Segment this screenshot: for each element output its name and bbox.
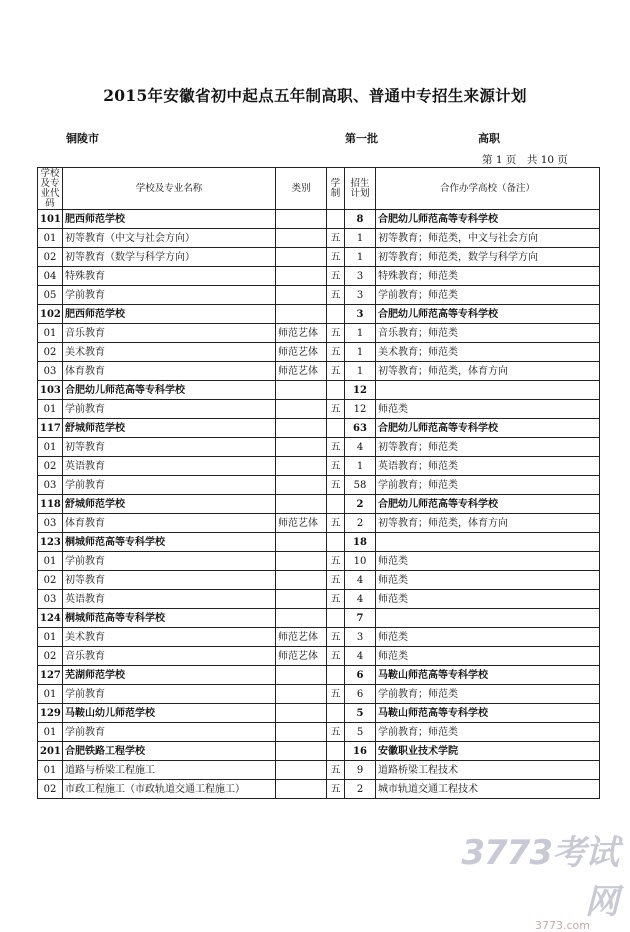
cell-name: 美术教育 bbox=[63, 343, 276, 362]
cell-name: 学前教育 bbox=[63, 685, 276, 704]
cell-name: 芜湖师范学校 bbox=[63, 666, 276, 685]
cell-code: 102 bbox=[38, 305, 63, 324]
cell-name: 合肥铁路工程学校 bbox=[63, 742, 276, 761]
cell-category bbox=[276, 381, 327, 400]
cell-plan: 12 bbox=[345, 400, 376, 419]
cell-name: 马鞍山幼儿师范学校 bbox=[63, 704, 276, 723]
cell-duration bbox=[327, 495, 345, 514]
cell-remark: 特殊教育；师范类 bbox=[376, 267, 600, 286]
cell-code: 101 bbox=[38, 210, 63, 229]
cell-code: 124 bbox=[38, 609, 63, 628]
cell-category bbox=[276, 438, 327, 457]
cell-duration: 五 bbox=[327, 362, 345, 381]
cell-duration bbox=[327, 381, 345, 400]
cell-category bbox=[276, 723, 327, 742]
cell-plan: 7 bbox=[345, 609, 376, 628]
cell-category bbox=[276, 495, 327, 514]
cell-remark: 师范类 bbox=[376, 552, 600, 571]
cell-category bbox=[276, 267, 327, 286]
cell-duration: 五 bbox=[327, 590, 345, 609]
cell-name: 音乐教育 bbox=[63, 647, 276, 666]
header-name: 学校及专业名称 bbox=[63, 168, 276, 210]
major-row bbox=[38, 267, 600, 286]
major-row bbox=[38, 647, 600, 666]
cell-plan: 58 bbox=[345, 476, 376, 495]
major-row bbox=[38, 457, 600, 476]
watermark-url: 3773.com bbox=[535, 919, 590, 932]
cell-duration: 五 bbox=[327, 438, 345, 457]
cell-category bbox=[276, 229, 327, 248]
major-row bbox=[38, 685, 600, 704]
cell-name: 学前教育 bbox=[63, 476, 276, 495]
cell-remark: 合肥幼儿师范高等专科学校 bbox=[376, 305, 600, 324]
cell-duration: 五 bbox=[327, 685, 345, 704]
cell-plan: 9 bbox=[345, 761, 376, 780]
cell-remark: 初等教育；师范类 bbox=[376, 438, 600, 457]
cell-code: 01 bbox=[38, 229, 63, 248]
cell-code: 118 bbox=[38, 495, 63, 514]
school-row bbox=[38, 381, 600, 400]
major-row bbox=[38, 324, 600, 343]
major-row bbox=[38, 438, 600, 457]
cell-category: 师范艺体 bbox=[276, 324, 327, 343]
cell-plan: 1 bbox=[345, 362, 376, 381]
cell-plan: 5 bbox=[345, 704, 376, 723]
cell-code: 103 bbox=[38, 381, 63, 400]
cell-remark: 英语教育；师范类 bbox=[376, 457, 600, 476]
cell-remark: 马鞍山师范高等专科学校 bbox=[376, 704, 600, 723]
cell-duration: 五 bbox=[327, 400, 345, 419]
major-row bbox=[38, 628, 600, 647]
school-row bbox=[38, 704, 600, 723]
cell-name: 肥西师范学校 bbox=[63, 210, 276, 229]
cell-code: 02 bbox=[38, 248, 63, 267]
cell-code: 02 bbox=[38, 343, 63, 362]
major-row bbox=[38, 229, 600, 248]
cell-duration: 五 bbox=[327, 571, 345, 590]
header-code: 学校及专业代码 bbox=[38, 168, 63, 210]
cell-code: 01 bbox=[38, 628, 63, 647]
cell-plan: 3 bbox=[345, 286, 376, 305]
cell-remark: 学前教育；师范类 bbox=[376, 286, 600, 305]
cell-code: 03 bbox=[38, 362, 63, 381]
cell-name: 舒城师范学校 bbox=[63, 495, 276, 514]
cell-remark: 师范类 bbox=[376, 628, 600, 647]
cell-code: 201 bbox=[38, 742, 63, 761]
cell-name: 音乐教育 bbox=[63, 324, 276, 343]
cell-category: 师范艺体 bbox=[276, 647, 327, 666]
cell-duration: 五 bbox=[327, 476, 345, 495]
cell-duration: 五 bbox=[327, 343, 345, 362]
cell-plan: 4 bbox=[345, 647, 376, 666]
cell-category bbox=[276, 457, 327, 476]
cell-remark: 初等教育；师范类，中文与社会方向 bbox=[376, 229, 600, 248]
cell-code: 03 bbox=[38, 514, 63, 533]
major-row bbox=[38, 343, 600, 362]
major-row bbox=[38, 362, 600, 381]
cell-category: 师范艺体 bbox=[276, 343, 327, 362]
major-row bbox=[38, 761, 600, 780]
school-row bbox=[38, 210, 600, 229]
cell-name: 初等教育（数学与科学方向） bbox=[63, 248, 276, 267]
cell-remark: 城市轨道交通工程技术 bbox=[376, 780, 600, 799]
cell-duration bbox=[327, 533, 345, 552]
cell-duration bbox=[327, 305, 345, 324]
cell-category bbox=[276, 761, 327, 780]
watermark bbox=[438, 825, 618, 932]
cell-remark bbox=[376, 533, 600, 552]
cell-category bbox=[276, 552, 327, 571]
cell-name: 初等教育（中文与社会方向） bbox=[63, 229, 276, 248]
cell-name: 初等教育 bbox=[63, 571, 276, 590]
cell-remark: 初等教育；师范类，体育方向 bbox=[376, 514, 600, 533]
page-indicator: 第 1 页 共 10 页 bbox=[482, 154, 568, 166]
school-row bbox=[38, 609, 600, 628]
header-plan: 招生计划 bbox=[345, 168, 376, 210]
major-row bbox=[38, 476, 600, 495]
cell-code: 02 bbox=[38, 571, 63, 590]
cell-plan: 4 bbox=[345, 438, 376, 457]
cell-category: 师范艺体 bbox=[276, 628, 327, 647]
cell-remark: 合肥幼儿师范高等专科学校 bbox=[376, 210, 600, 229]
cell-category bbox=[276, 533, 327, 552]
cell-remark: 学前教育；师范类 bbox=[376, 723, 600, 742]
cell-duration: 五 bbox=[327, 229, 345, 248]
cell-code: 02 bbox=[38, 647, 63, 666]
cell-name: 道路与桥梁工程施工 bbox=[63, 761, 276, 780]
school-row bbox=[38, 533, 600, 552]
cell-remark: 合肥幼儿师范高等专科学校 bbox=[376, 419, 600, 438]
cell-code: 01 bbox=[38, 761, 63, 780]
enrollment-table bbox=[37, 167, 600, 799]
cell-name: 学前教育 bbox=[63, 400, 276, 419]
cell-name: 英语教育 bbox=[63, 457, 276, 476]
level-label: 高职 bbox=[478, 132, 500, 145]
cell-remark: 安徽职业技术学院 bbox=[376, 742, 600, 761]
cell-category bbox=[276, 609, 327, 628]
cell-code: 03 bbox=[38, 590, 63, 609]
cell-category: 师范艺体 bbox=[276, 514, 327, 533]
document-title: 2015年安徽省初中起点五年制高职、普通中专招生来源计划 bbox=[103, 86, 527, 105]
table-header-row bbox=[38, 168, 600, 210]
cell-name: 英语教育 bbox=[63, 590, 276, 609]
cell-plan: 2 bbox=[345, 780, 376, 799]
major-row bbox=[38, 514, 600, 533]
cell-duration bbox=[327, 609, 345, 628]
cell-name: 初等教育 bbox=[63, 438, 276, 457]
cell-name: 市政工程施工（市政轨道交通工程施工） bbox=[63, 780, 276, 799]
cell-name: 学前教育 bbox=[63, 723, 276, 742]
cell-duration: 五 bbox=[327, 552, 345, 571]
cell-category bbox=[276, 666, 327, 685]
cell-category bbox=[276, 571, 327, 590]
cell-remark: 美术教育；师范类 bbox=[376, 343, 600, 362]
cell-name: 桐城师范高等专科学校 bbox=[63, 533, 276, 552]
cell-duration bbox=[327, 210, 345, 229]
cell-code: 04 bbox=[38, 267, 63, 286]
cell-remark: 音乐教育；师范类 bbox=[376, 324, 600, 343]
major-row bbox=[38, 780, 600, 799]
cell-plan: 4 bbox=[345, 590, 376, 609]
cell-duration: 五 bbox=[327, 647, 345, 666]
header-duration: 学制 bbox=[327, 168, 345, 210]
major-row bbox=[38, 400, 600, 419]
header-partner: 合作办学高校（备注） bbox=[376, 168, 600, 210]
cell-duration: 五 bbox=[327, 267, 345, 286]
cell-plan: 2 bbox=[345, 514, 376, 533]
cell-plan: 3 bbox=[345, 628, 376, 647]
cell-code: 01 bbox=[38, 400, 63, 419]
school-row bbox=[38, 742, 600, 761]
school-row bbox=[38, 666, 600, 685]
cell-plan: 3 bbox=[345, 305, 376, 324]
cell-duration: 五 bbox=[327, 457, 345, 476]
city-label: 铜陵市 bbox=[66, 132, 99, 145]
major-row bbox=[38, 248, 600, 267]
watermark-logo: 3773考试网 bbox=[461, 833, 618, 922]
cell-category bbox=[276, 590, 327, 609]
cell-plan: 1 bbox=[345, 248, 376, 267]
cell-duration: 五 bbox=[327, 286, 345, 305]
cell-category bbox=[276, 704, 327, 723]
school-row bbox=[38, 419, 600, 438]
cell-category bbox=[276, 476, 327, 495]
cell-plan: 3 bbox=[345, 267, 376, 286]
cell-remark: 师范类 bbox=[376, 571, 600, 590]
cell-code: 117 bbox=[38, 419, 63, 438]
cell-remark: 初等教育；师范类，数学与科学方向 bbox=[376, 248, 600, 267]
cell-remark bbox=[376, 381, 600, 400]
table-body bbox=[38, 210, 600, 799]
cell-category bbox=[276, 305, 327, 324]
cell-name: 美术教育 bbox=[63, 628, 276, 647]
cell-plan: 18 bbox=[345, 533, 376, 552]
cell-name: 特殊教育 bbox=[63, 267, 276, 286]
school-row bbox=[38, 495, 600, 514]
cell-plan: 12 bbox=[345, 381, 376, 400]
cell-remark: 学前教育；师范类 bbox=[376, 476, 600, 495]
cell-plan: 16 bbox=[345, 742, 376, 761]
cell-name: 体育教育 bbox=[63, 514, 276, 533]
cell-name: 体育教育 bbox=[63, 362, 276, 381]
major-row bbox=[38, 286, 600, 305]
cell-duration: 五 bbox=[327, 780, 345, 799]
cell-plan: 4 bbox=[345, 571, 376, 590]
cell-category bbox=[276, 685, 327, 704]
cell-code: 05 bbox=[38, 286, 63, 305]
cell-category bbox=[276, 248, 327, 267]
cell-code: 129 bbox=[38, 704, 63, 723]
cell-plan: 1 bbox=[345, 324, 376, 343]
cell-remark: 马鞍山师范高等专科学校 bbox=[376, 666, 600, 685]
cell-remark: 学前教育；师范类 bbox=[376, 685, 600, 704]
cell-plan: 10 bbox=[345, 552, 376, 571]
cell-duration bbox=[327, 704, 345, 723]
cell-duration: 五 bbox=[327, 628, 345, 647]
cell-plan: 8 bbox=[345, 210, 376, 229]
cell-name: 舒城师范学校 bbox=[63, 419, 276, 438]
cell-category bbox=[276, 286, 327, 305]
cell-code: 02 bbox=[38, 780, 63, 799]
cell-category bbox=[276, 419, 327, 438]
major-row bbox=[38, 590, 600, 609]
cell-plan: 1 bbox=[345, 229, 376, 248]
cell-name: 桐城师范高等专科学校 bbox=[63, 609, 276, 628]
cell-remark: 初等教育；师范类，体育方向 bbox=[376, 362, 600, 381]
cell-duration: 五 bbox=[327, 761, 345, 780]
major-row bbox=[38, 723, 600, 742]
cell-category bbox=[276, 210, 327, 229]
cell-category bbox=[276, 780, 327, 799]
major-row bbox=[38, 571, 600, 590]
cell-duration bbox=[327, 419, 345, 438]
cell-code: 123 bbox=[38, 533, 63, 552]
cell-duration: 五 bbox=[327, 248, 345, 267]
cell-code: 127 bbox=[38, 666, 63, 685]
cell-duration bbox=[327, 742, 345, 761]
cell-name: 肥西师范学校 bbox=[63, 305, 276, 324]
cell-code: 01 bbox=[38, 685, 63, 704]
school-row bbox=[38, 305, 600, 324]
cell-code: 02 bbox=[38, 457, 63, 476]
cell-name: 学前教育 bbox=[63, 552, 276, 571]
cell-remark: 道路桥梁工程技术 bbox=[376, 761, 600, 780]
cell-code: 01 bbox=[38, 438, 63, 457]
cell-plan: 2 bbox=[345, 495, 376, 514]
cell-duration: 五 bbox=[327, 324, 345, 343]
cell-code: 01 bbox=[38, 324, 63, 343]
cell-code: 01 bbox=[38, 552, 63, 571]
cell-plan: 6 bbox=[345, 666, 376, 685]
cell-plan: 63 bbox=[345, 419, 376, 438]
cell-plan: 5 bbox=[345, 723, 376, 742]
cell-category bbox=[276, 400, 327, 419]
major-row bbox=[38, 552, 600, 571]
cell-duration: 五 bbox=[327, 723, 345, 742]
cell-code: 01 bbox=[38, 723, 63, 742]
cell-name: 合肥幼儿师范高等专科学校 bbox=[63, 381, 276, 400]
cell-duration bbox=[327, 666, 345, 685]
cell-category bbox=[276, 742, 327, 761]
cell-plan: 1 bbox=[345, 457, 376, 476]
cell-remark: 师范类 bbox=[376, 590, 600, 609]
cell-remark: 师范类 bbox=[376, 400, 600, 419]
cell-code: 03 bbox=[38, 476, 63, 495]
cell-category: 师范艺体 bbox=[276, 362, 327, 381]
header-category: 类别 bbox=[276, 168, 327, 210]
cell-remark: 师范类 bbox=[376, 647, 600, 666]
cell-duration: 五 bbox=[327, 514, 345, 533]
cell-plan: 1 bbox=[345, 343, 376, 362]
cell-remark: 合肥幼儿师范高等专科学校 bbox=[376, 495, 600, 514]
cell-name: 学前教育 bbox=[63, 286, 276, 305]
cell-plan: 6 bbox=[345, 685, 376, 704]
batch-label: 第一批 bbox=[345, 132, 378, 145]
cell-remark bbox=[376, 609, 600, 628]
